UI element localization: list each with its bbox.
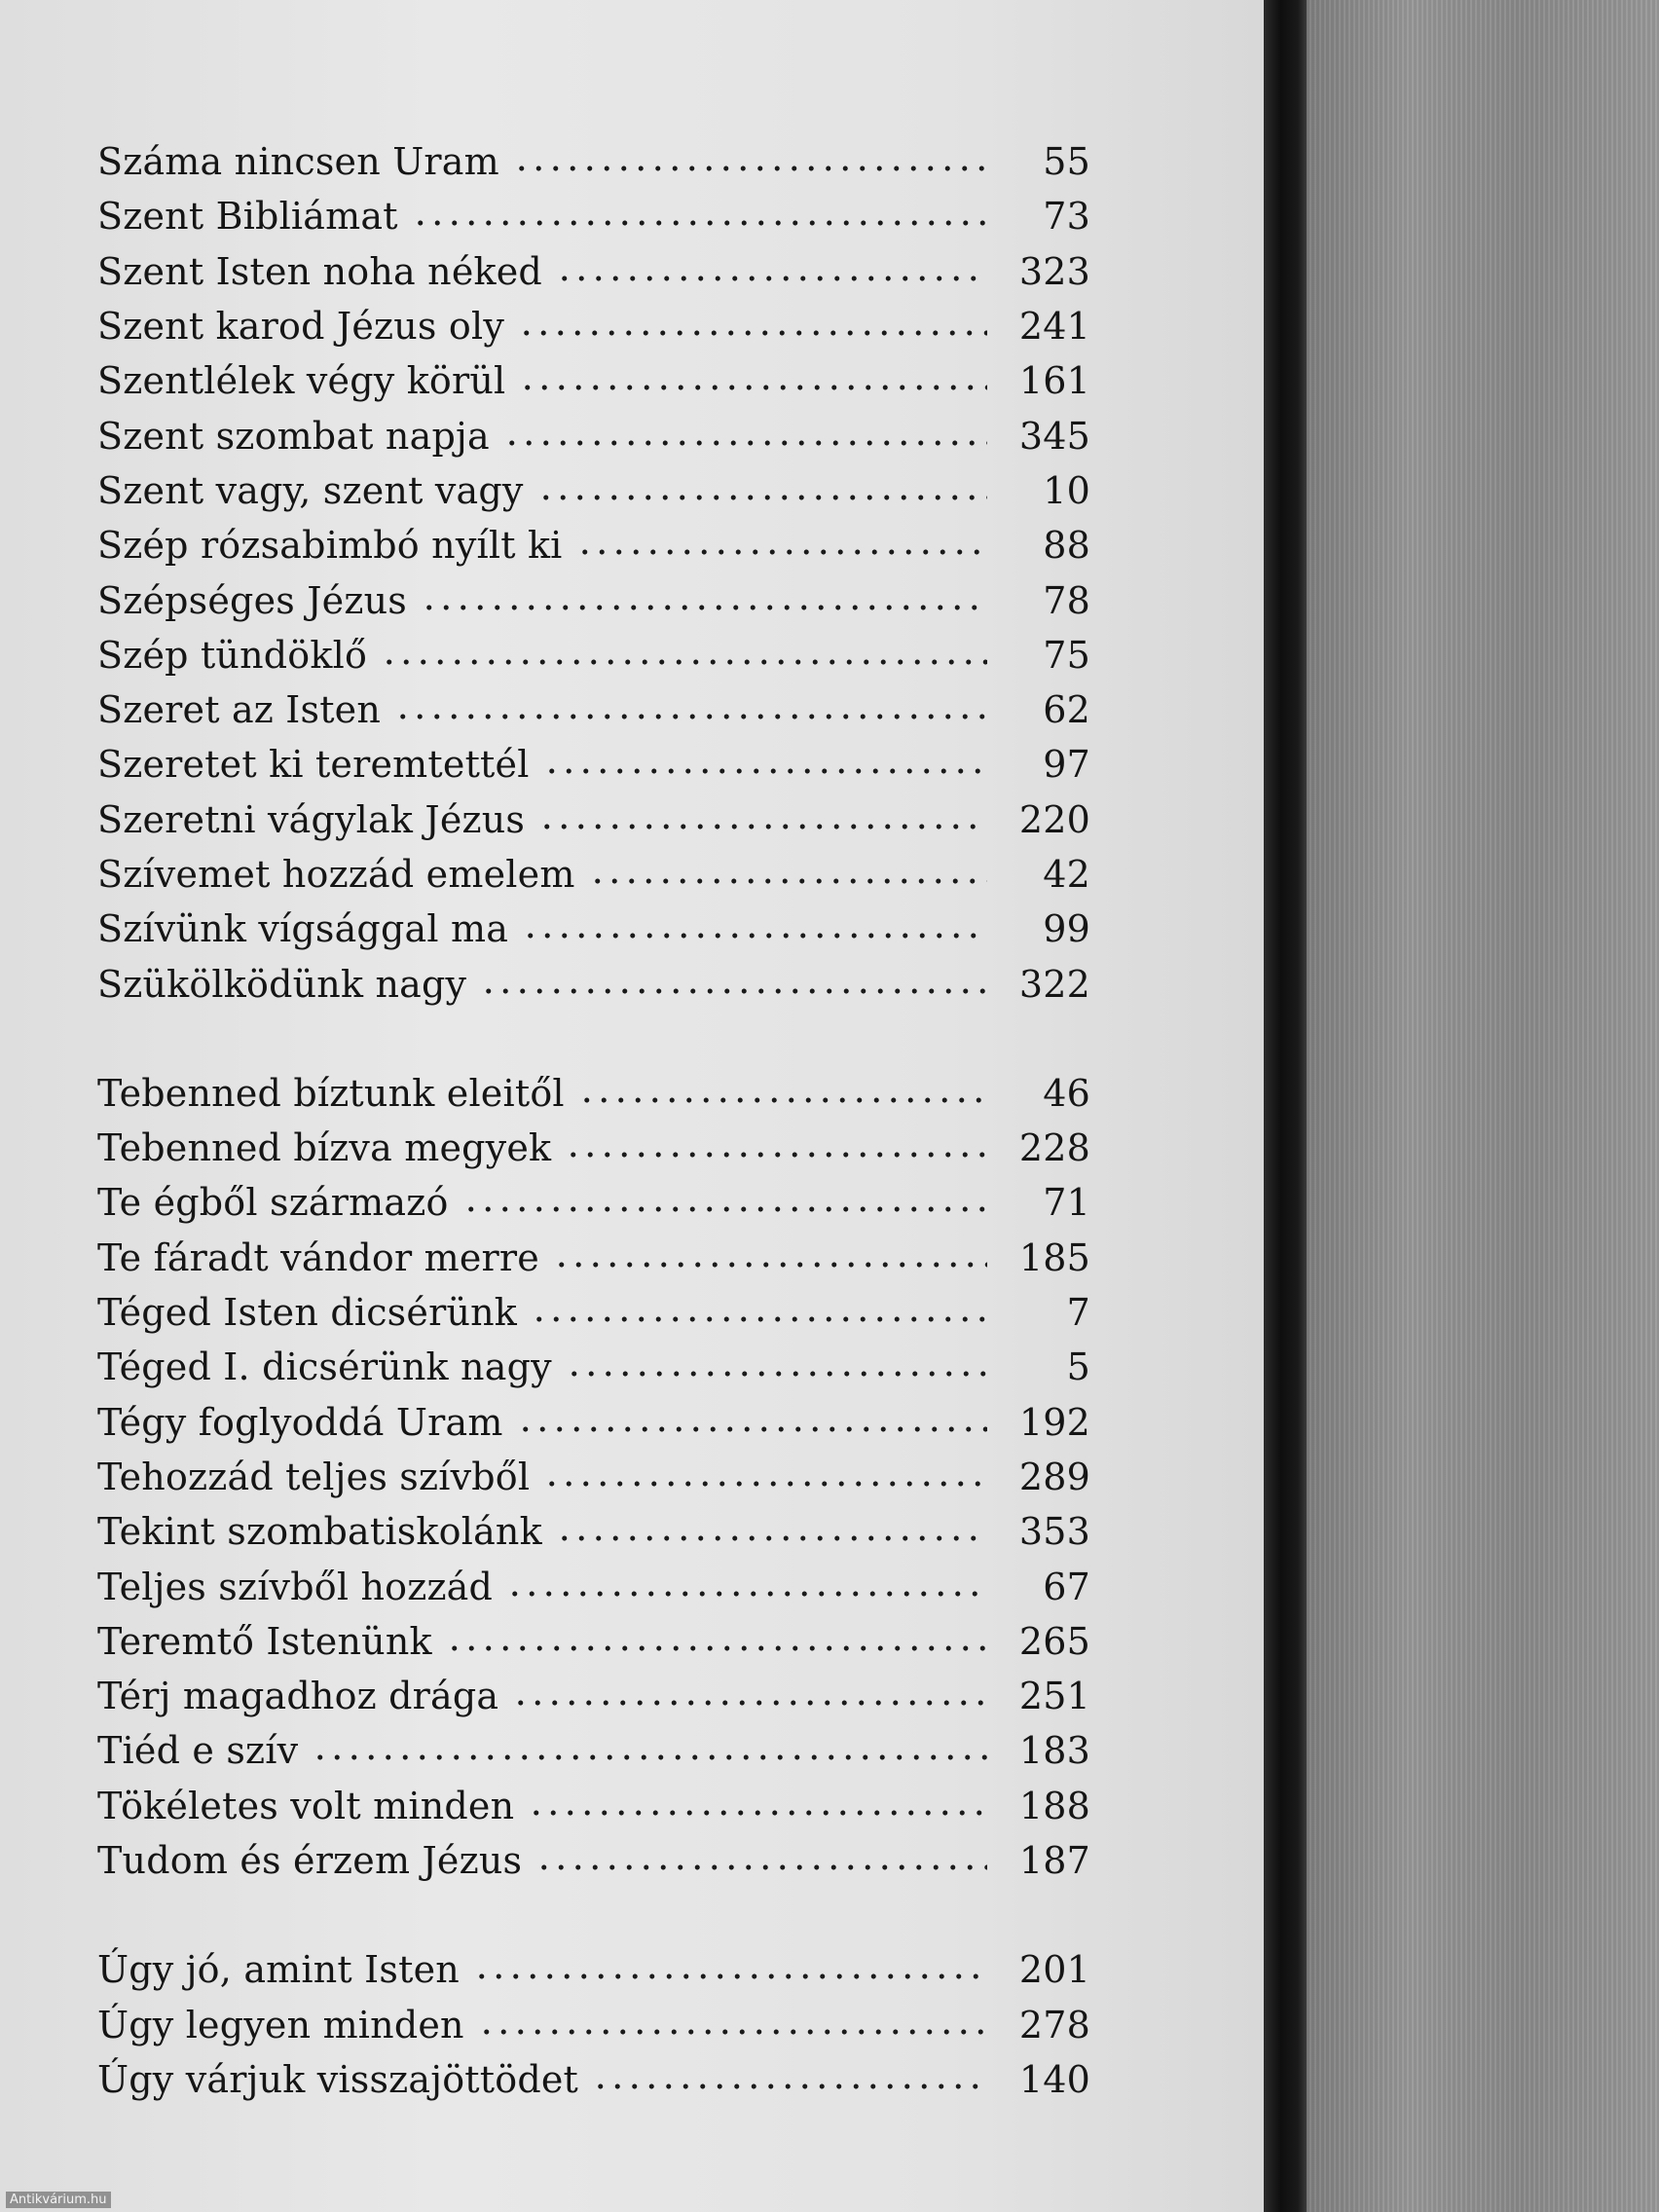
dot-leader <box>478 2028 987 2036</box>
entry-title: Tekint szombatiskolánk <box>97 1510 542 1554</box>
entry-page-number: 67 <box>1043 1565 1090 1608</box>
entry-title: Tökéletes volt minden <box>97 1784 515 1827</box>
entry-page-number: 322 <box>1018 962 1090 1006</box>
dot-leader <box>531 1315 987 1323</box>
entry-page-number: 278 <box>1018 2003 1090 2046</box>
entry-title: Szükölködünk nagy <box>97 962 467 1006</box>
dot-leader <box>528 1809 987 1817</box>
dot-leader <box>522 932 987 940</box>
entry-title: Teljes szívből hozzád <box>97 1565 494 1608</box>
dot-leader <box>473 1972 987 1980</box>
entry-title: Úgy legyen minden <box>97 2003 464 2046</box>
entry-page-number: 73 <box>1043 195 1090 239</box>
index-entry <box>97 572 1090 627</box>
index-entry <box>97 1231 1090 1285</box>
entry-title: Te fáradt vándor merre <box>97 1235 539 1279</box>
index-entry <box>97 1285 1090 1340</box>
entry-title: Száma nincsen Uram <box>97 140 499 184</box>
dot-leader <box>462 1205 987 1213</box>
index-entry <box>97 628 1090 682</box>
entry-page-number: 265 <box>1018 1619 1090 1663</box>
entry-title: Szép tündöklő <box>97 633 368 677</box>
entry-page-number: 99 <box>1043 907 1090 951</box>
dot-leader <box>512 1699 987 1707</box>
entry-page-number: 140 <box>1018 2057 1090 2101</box>
dot-leader <box>543 1480 987 1488</box>
dot-leader <box>513 165 987 172</box>
entry-page-number: 97 <box>1043 743 1090 787</box>
dot-leader <box>553 1261 987 1269</box>
entry-page-number: 241 <box>1018 305 1090 349</box>
index-entry <box>97 737 1090 792</box>
entry-title: Tiéd e szív <box>97 1729 299 1773</box>
dot-leader <box>556 1534 987 1542</box>
entry-page-number: 228 <box>1018 1126 1090 1170</box>
dot-leader <box>381 658 987 666</box>
entry-page-number: 7 <box>1066 1291 1090 1335</box>
dot-leader <box>566 1370 987 1378</box>
entry-title: Úgy várjuk visszajöttödet <box>97 2057 579 2101</box>
dot-leader <box>576 548 987 556</box>
entry-title: Szépséges Jézus <box>97 578 407 622</box>
index-entry <box>97 463 1090 518</box>
entry-page-number: 75 <box>1043 633 1090 677</box>
index-entry <box>97 1833 1090 1888</box>
dot-leader <box>589 877 987 885</box>
entry-title: Szent vagy, szent vagy <box>97 468 524 512</box>
index-entry <box>97 1395 1090 1450</box>
index-entry <box>97 1998 1090 2052</box>
entry-page-number: 62 <box>1043 688 1090 732</box>
section-gap <box>97 1012 1090 1066</box>
entry-page-number: 183 <box>1018 1729 1090 1773</box>
index-entry <box>97 1340 1090 1394</box>
entry-title: Szeretet ki teremtettél <box>97 743 530 787</box>
dot-leader <box>517 1425 987 1433</box>
dot-leader <box>394 713 987 720</box>
entry-title: Szép rózsabimbó nyílt ki <box>97 524 563 568</box>
index-entry <box>97 2052 1090 2107</box>
index-entry <box>97 518 1090 572</box>
index-entry <box>97 1614 1090 1669</box>
index-entry <box>97 902 1090 956</box>
dot-leader <box>518 329 987 337</box>
entry-page-number: 78 <box>1043 578 1090 622</box>
index-entry <box>97 682 1090 737</box>
index-entry <box>97 1723 1090 1778</box>
dot-leader <box>543 767 987 775</box>
index-entry <box>97 956 1090 1011</box>
book-cover-edge <box>1264 0 1307 2212</box>
dot-leader <box>556 275 987 282</box>
entry-page-number: 289 <box>1018 1455 1090 1498</box>
entry-title: Tebenned bízva megyek <box>97 1126 552 1170</box>
entry-page-number: 42 <box>1043 853 1090 896</box>
entry-page-number: 323 <box>1018 249 1090 293</box>
index-entry <box>97 189 1090 243</box>
entry-page-number: 192 <box>1018 1400 1090 1444</box>
index-entry <box>97 134 1090 189</box>
entry-title: Téged I. dicsérünk nagy <box>97 1346 552 1389</box>
dot-leader <box>578 1096 987 1104</box>
dot-leader <box>421 604 987 611</box>
entry-title: Szívünk vígsággal ma <box>97 907 509 951</box>
index-entry <box>97 1559 1090 1613</box>
entry-page-number: 187 <box>1018 1839 1090 1883</box>
hymn-index-list <box>97 134 1090 2107</box>
dot-leader <box>565 1151 987 1159</box>
entry-page-number: 251 <box>1018 1675 1090 1718</box>
index-entry <box>97 1504 1090 1559</box>
dot-leader <box>446 1644 987 1652</box>
dot-leader <box>535 1863 987 1871</box>
entry-page-number: 353 <box>1018 1510 1090 1554</box>
watermark: Antikvárium.hu <box>6 2192 111 2208</box>
index-entry <box>97 408 1090 462</box>
entry-page-number: 345 <box>1018 414 1090 458</box>
entry-title: Szent Isten noha néked <box>97 249 542 293</box>
entry-title: Térj magadhoz drága <box>97 1675 499 1718</box>
dot-leader <box>592 2083 987 2090</box>
entry-title: Szentlélek végy körül <box>97 359 506 403</box>
entry-page-number: 5 <box>1066 1346 1090 1389</box>
index-entry <box>97 299 1090 353</box>
entry-page-number: 88 <box>1043 524 1090 568</box>
index-entry <box>97 1066 1090 1121</box>
dot-leader <box>519 384 987 391</box>
entry-title: Téged Isten dicsérünk <box>97 1291 518 1335</box>
entry-title: Tudom és érzem Jézus <box>97 1839 523 1883</box>
index-entry <box>97 1450 1090 1504</box>
entry-title: Szívemet hozzád emelem <box>97 853 575 896</box>
entry-title: Szent szombat napja <box>97 414 490 458</box>
entry-page-number: 201 <box>1018 1948 1090 1992</box>
entry-page-number: 185 <box>1018 1235 1090 1279</box>
entry-title: Tégy foglyoddá Uram <box>97 1400 503 1444</box>
dot-leader <box>412 219 987 227</box>
index-entry <box>97 1942 1090 1997</box>
entry-page-number: 188 <box>1018 1784 1090 1827</box>
entry-title: Tebenned bíztunk eleitől <box>97 1071 565 1115</box>
dot-leader <box>480 987 987 995</box>
entry-title: Szent Bibliámat <box>97 195 398 239</box>
index-entry <box>97 847 1090 902</box>
index-entry <box>97 793 1090 847</box>
index-entry <box>97 1121 1090 1175</box>
index-entry <box>97 1175 1090 1230</box>
entry-page-number: 10 <box>1043 468 1090 512</box>
dot-leader <box>503 439 987 447</box>
index-entry <box>97 1779 1090 1833</box>
index-entry <box>97 353 1090 408</box>
entry-title: Úgy jó, amint Isten <box>97 1948 460 1992</box>
index-entry <box>97 244 1090 299</box>
entry-page-number: 46 <box>1043 1071 1090 1115</box>
dot-leader <box>506 1590 987 1598</box>
entry-title: Szent karod Jézus oly <box>97 305 504 349</box>
section-gap <box>97 1888 1090 1942</box>
entry-page-number: 55 <box>1043 140 1090 184</box>
background-surface <box>1305 0 1659 2212</box>
index-entry <box>97 1669 1090 1723</box>
entry-title: Szeret az Isten <box>97 688 382 732</box>
entry-page-number: 71 <box>1043 1181 1090 1225</box>
entry-title: Teremtő Istenünk <box>97 1619 432 1663</box>
dot-leader <box>537 494 987 501</box>
dot-leader <box>538 823 987 830</box>
entry-title: Te égből származó <box>97 1181 449 1225</box>
entry-title: Szeretni vágylak Jézus <box>97 797 526 841</box>
entry-title: Tehozzád teljes szívből <box>97 1455 531 1498</box>
entry-page-number: 161 <box>1018 359 1090 403</box>
dot-leader <box>312 1753 987 1761</box>
entry-page-number: 220 <box>1018 797 1090 841</box>
